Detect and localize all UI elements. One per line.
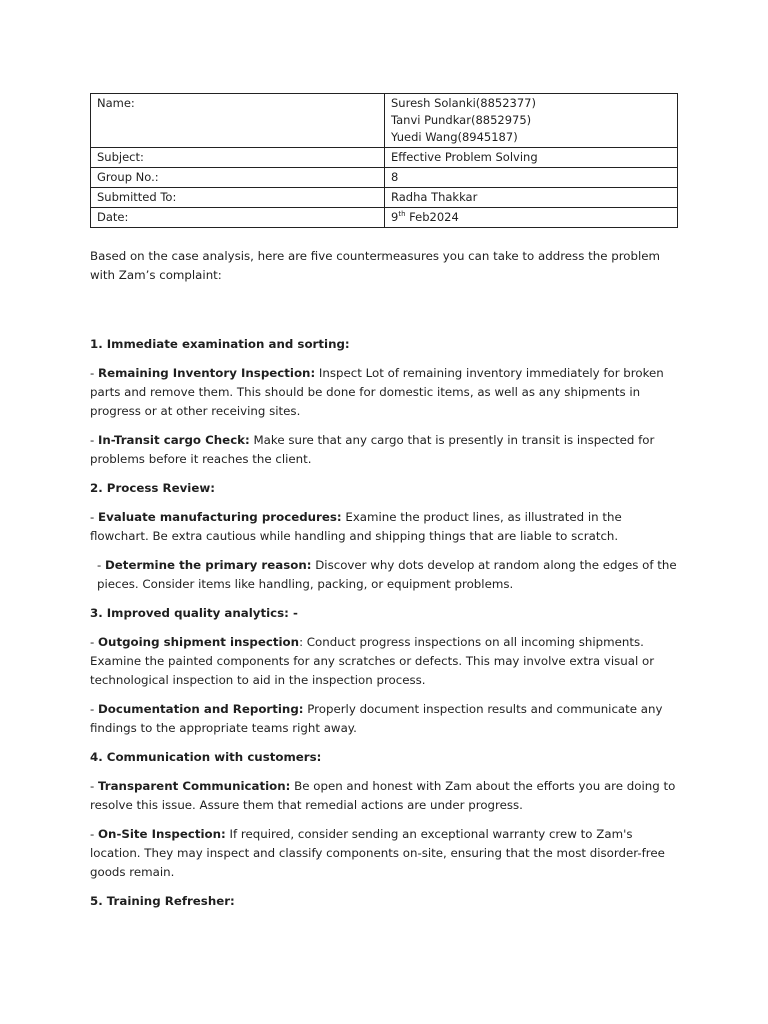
submitted-label: Submitted To: (91, 188, 385, 208)
item-title: Transparent Communication: (98, 779, 291, 793)
item-text: : Conduct progress inspections on all incoming shipments. Examine the painted components for any scratches or defects. This may involve extra visual or technological inspection to aid in the inspection process. (90, 635, 655, 687)
section-heading: 5. Training Refresher: (90, 894, 235, 908)
info-table (90, 93, 678, 228)
date-day: 9 (391, 210, 399, 224)
table-row (91, 94, 678, 148)
item-title: Documentation and Reporting: (98, 702, 304, 716)
table-row (91, 188, 678, 208)
section-heading: 4. Communication with customers: (90, 750, 322, 764)
document-body (90, 247, 682, 921)
list-item (90, 508, 682, 546)
item-lead: - (90, 635, 99, 649)
section-heading: 1. Immediate examination and sorting: (90, 337, 350, 351)
group-value: 8 (385, 168, 678, 188)
submitted-value: Radha Thakkar (385, 188, 678, 208)
item-text: Examine the product lines, as illustrated in the flowchart. Be extra cautious while handling and shipping things that are liable to scratch. (90, 510, 622, 543)
item-text: Be open and honest with Zam about the efforts you are doing to resolve this issue. Assure them that remedial actions are under progress. (90, 779, 676, 812)
date-rest: Feb2024 (405, 210, 459, 224)
item-lead: - (90, 827, 99, 841)
item-text: Inspect Lot of remaining inventory immediately for broken parts and remove them. This should be done for domestic items, as well as any shipments in progress or at other receiving sites. (90, 366, 664, 418)
item-lead: - (90, 779, 99, 793)
intro-paragraph: Based on the case analysis, here are five countermeasures you can take to address the problem with Zam’s complaint: (90, 249, 661, 282)
item-lead: - (90, 510, 99, 524)
item-lead: - (90, 433, 99, 447)
item-title: Determine the primary reason: (105, 558, 312, 572)
list-item (90, 431, 682, 469)
subject-label: Subject: (91, 148, 385, 168)
date-label: Date: (91, 208, 385, 228)
date-value (385, 208, 678, 228)
list-item (90, 700, 682, 738)
name-label: Name: (91, 94, 385, 148)
item-title: Evaluate manufacturing procedures: (98, 510, 342, 524)
section-heading: 2. Process Review: (90, 481, 215, 495)
item-title: Remaining Inventory Inspection: (98, 366, 316, 380)
item-title: On-Site Inspection: (98, 827, 226, 841)
subject-value: Effective Problem Solving (385, 148, 678, 168)
list-item (90, 364, 682, 421)
date-suffix: th (398, 210, 406, 219)
item-lead: - (97, 558, 106, 572)
item-text: If required, consider sending an exceptional warranty crew to Zam's location. They may inspect and classify components on-site, ensuring that the most disorder-free goods remain. (90, 827, 665, 879)
table-row (91, 148, 678, 168)
name-2: Tanvi Pundkar(8852975) (391, 113, 532, 127)
table-row (91, 208, 678, 228)
list-item (90, 633, 682, 690)
names-cell (385, 94, 678, 148)
list-item (90, 556, 682, 594)
section-heading: 3. Improved quality analytics: - (90, 606, 298, 620)
item-text: Properly document inspection results and communicate any findings to the appropriate teams right away. (90, 702, 663, 735)
table-row (91, 168, 678, 188)
list-item (90, 777, 682, 815)
item-lead: - (90, 702, 99, 716)
item-title: In-Transit cargo Check: (98, 433, 250, 447)
item-text: Make sure that any cargo that is presently in transit is inspected for problems before it reaches the client. (90, 433, 655, 466)
item-title: Outgoing shipment inspection (98, 635, 300, 649)
item-text: Discover why dots develop at random along the edges of the pieces. Consider items like handling, packing, or equipment problems. (97, 558, 677, 591)
group-label: Group No.: (91, 168, 385, 188)
item-lead: - (90, 366, 99, 380)
name-3: Yuedi Wang(8945187) (391, 130, 518, 144)
list-item (90, 825, 682, 882)
name-1: Suresh Solanki(8852377) (391, 96, 536, 110)
